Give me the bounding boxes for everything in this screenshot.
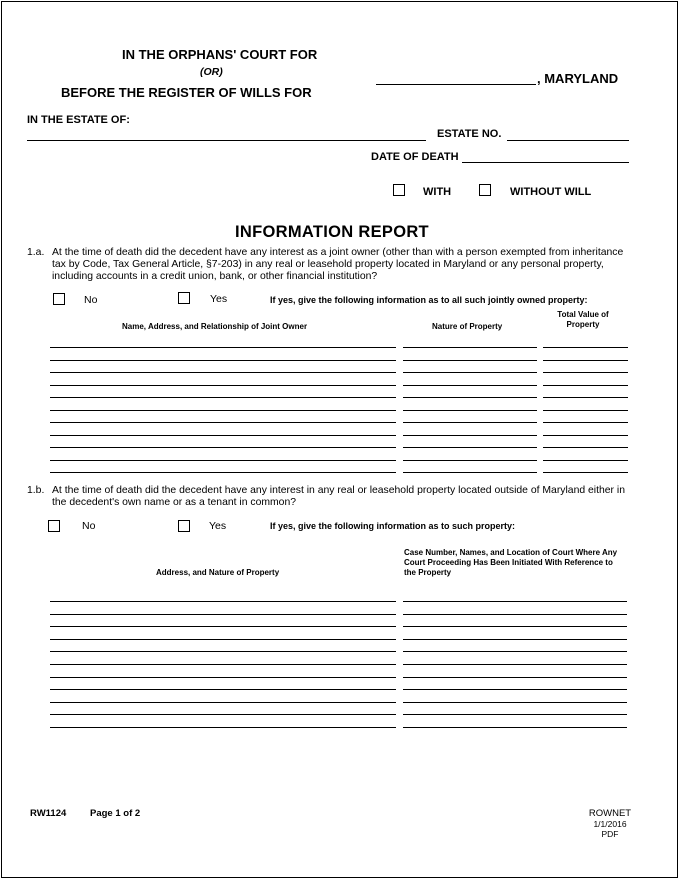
entry-line[interactable] (50, 689, 396, 690)
entry-line[interactable] (403, 397, 537, 398)
entry-line[interactable] (403, 472, 537, 473)
section-1a-no-label: No (84, 294, 98, 306)
section-1b-question: At the time of death did the decedent have any interest in any real or leasehold property located outside of Maryland either in the decedent's own name or as a tenant in common? (52, 485, 625, 509)
entry-line[interactable] (50, 347, 396, 348)
entry-line[interactable] (543, 435, 628, 436)
entry-line[interactable] (403, 664, 627, 665)
entry-line[interactable] (50, 677, 396, 678)
report-title: INFORMATION REPORT (235, 223, 429, 241)
entry-line[interactable] (50, 702, 396, 703)
section-1b-no-label: No (82, 520, 96, 532)
section-1b-yes-checkbox[interactable] (178, 520, 190, 532)
nature-of-property-column-header: Nature of Property (432, 322, 503, 331)
section-1a-yes-checkbox[interactable] (178, 292, 190, 304)
estate-name-line[interactable] (27, 140, 426, 141)
entry-line[interactable] (50, 447, 396, 448)
with-will-checkbox[interactable] (393, 184, 405, 196)
court-title-line2: BEFORE THE REGISTER OF WILLS FOR (61, 85, 312, 100)
section-1a-number: 1.a. (27, 247, 45, 258)
total-value-column-header: Total Value of Property (557, 310, 609, 329)
entry-line[interactable] (50, 410, 396, 411)
entry-line[interactable] (403, 689, 627, 690)
without-will-checkbox[interactable] (479, 184, 491, 196)
footer-version-date: 1/1/2016 (593, 819, 627, 829)
entry-line[interactable] (543, 360, 628, 361)
entry-line[interactable] (403, 422, 537, 423)
section-1a-yes-label: Yes (210, 293, 228, 305)
estate-no-line[interactable] (507, 140, 629, 141)
joint-owner-column-header: Name, Address, and Relationship of Joint Owner (122, 322, 308, 331)
entry-line[interactable] (403, 435, 537, 436)
entry-line[interactable] (50, 601, 396, 602)
entry-line[interactable] (543, 372, 628, 373)
estate-of-label: IN THE ESTATE OF: (27, 114, 130, 126)
section-1b-instruction: If yes, give the following information as to such property: (270, 521, 516, 531)
form-number: RW1124 (30, 808, 67, 819)
entry-line[interactable] (543, 460, 628, 461)
entry-line[interactable] (543, 472, 628, 473)
county-field-line[interactable] (376, 84, 536, 85)
entry-line[interactable] (50, 422, 396, 423)
footer-format: PDF (601, 829, 619, 839)
section-1b-number: 1.b. (27, 485, 45, 496)
entry-line[interactable] (403, 702, 627, 703)
section-1a-question: At the time of death did the decedent have any interest as a joint owner (other than with a person exempted from inheritance tax by Code, Tax General Article, §7-203) in any real or leasehold property located in Maryland or any personal property, including accounts in a credit union, bank, or other financial institution? (52, 247, 624, 283)
state-label: , MARYLAND (537, 71, 619, 86)
section-1b-no-checkbox[interactable] (48, 520, 60, 532)
date-of-death-line[interactable] (462, 162, 629, 163)
entry-line[interactable] (403, 651, 627, 652)
section-1a-no-checkbox[interactable] (53, 293, 65, 305)
entry-line[interactable] (543, 422, 628, 423)
entry-line[interactable] (50, 460, 396, 461)
entry-line[interactable] (50, 360, 396, 361)
entry-line[interactable] (50, 714, 396, 715)
entry-line[interactable] (543, 385, 628, 386)
entry-line[interactable] (403, 626, 627, 627)
with-will-label: WITH (423, 186, 452, 198)
or-text: (OR) (200, 66, 223, 78)
entry-line[interactable] (403, 727, 627, 728)
footer-source: ROWNET (588, 808, 632, 819)
entry-line[interactable] (403, 360, 537, 361)
court-proceeding-column-header: Case Number, Names, and Location of Court Where Any Court Proceeding Has Been Initiated With Reference to the Property (404, 548, 618, 577)
entry-line[interactable] (403, 601, 627, 602)
entry-line[interactable] (403, 639, 627, 640)
entry-line[interactable] (50, 372, 396, 373)
entry-line[interactable] (403, 447, 537, 448)
entry-line[interactable] (543, 347, 628, 348)
entry-line[interactable] (403, 410, 537, 411)
entry-line[interactable] (543, 447, 628, 448)
entry-line[interactable] (50, 385, 396, 386)
entry-line[interactable] (50, 397, 396, 398)
entry-line[interactable] (543, 397, 628, 398)
entry-line[interactable] (50, 626, 396, 627)
entry-line[interactable] (50, 727, 396, 728)
page-number: Page 1 of 2 (90, 808, 141, 819)
entry-line[interactable] (403, 677, 627, 678)
entry-line[interactable] (403, 347, 537, 348)
without-will-label: WITHOUT WILL (510, 186, 592, 198)
form-page (1, 1, 678, 878)
entry-line[interactable] (543, 410, 628, 411)
entry-line[interactable] (50, 614, 396, 615)
entry-line[interactable] (50, 435, 396, 436)
address-nature-column-header: Address, and Nature of Property (156, 568, 280, 577)
entry-line[interactable] (403, 714, 627, 715)
section-1a-instruction: If yes, give the following information as to all such jointly owned property: (270, 295, 588, 305)
entry-line[interactable] (403, 372, 537, 373)
date-of-death-label: DATE OF DEATH (371, 151, 459, 163)
entry-line[interactable] (403, 614, 627, 615)
section-1b-yes-label: Yes (209, 520, 227, 532)
entry-line[interactable] (403, 460, 537, 461)
estate-no-label: ESTATE NO. (437, 128, 502, 140)
court-title-line1: IN THE ORPHANS' COURT FOR (122, 47, 318, 62)
entry-line[interactable] (50, 664, 396, 665)
entry-line[interactable] (50, 651, 396, 652)
entry-line[interactable] (403, 385, 537, 386)
entry-line[interactable] (50, 639, 396, 640)
entry-line[interactable] (50, 472, 396, 473)
